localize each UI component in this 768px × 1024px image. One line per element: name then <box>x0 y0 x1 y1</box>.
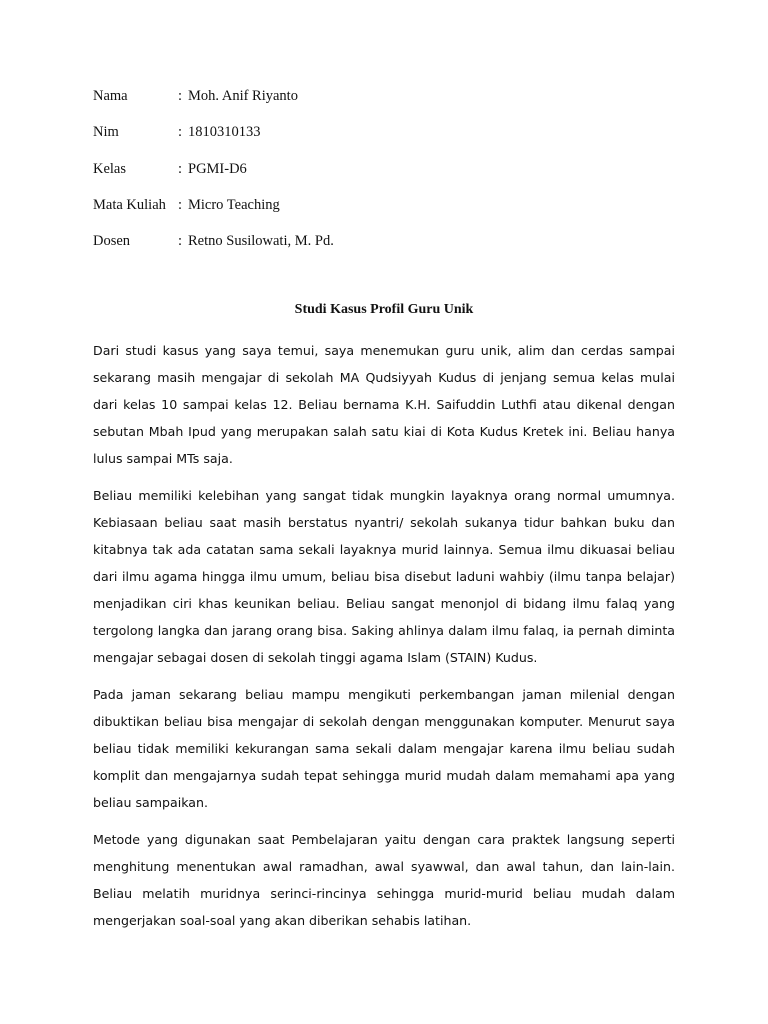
info-colon: : <box>178 233 183 250</box>
info-colon: : <box>178 160 183 177</box>
info-value: 1810310133 <box>188 124 261 141</box>
document-body <box>93 337 675 944</box>
paragraph: Pada jaman sekarang beliau mampu mengikuti perkembangan jaman milenial dengan dibuktikan beliau bisa mengajar di sekolah dengan menggunakan komputer. Menurut saya beliau tidak memiliki kekurangan sama sekali dalam mengajar karena ilmu beliau sudah komplit dan mengajarnya sudah tepat sehingga murid mudah dalam memahami apa yang beliau sampaikan. <box>93 687 675 810</box>
info-value: Moh. Anif Riyanto <box>188 88 298 104</box>
paragraph: Dari studi kasus yang saya temui, saya menemukan guru unik, alim dan cerdas sampai sekarang masih mengajar di sekolah MA Qudsiyyah Kudus di jenjang semua kelas mulai dari kelas 10 sampai kelas 12. Beliau bernama K.H. Saifuddin Luthfi atau dikenal dengan sebutan Mbah Ipud yang merupakan salah satu kiai di Kota Kudus Kretek ini. Beliau hanya lulus sampai MTs saja. <box>93 343 675 466</box>
document-title: Studi Kasus Profil Guru Unik <box>294 302 474 317</box>
info-label: Kelas <box>93 160 127 177</box>
paragraph: Beliau memiliki kelebihan yang sangat tidak mungkin layaknya orang normal umumnya. Kebiasaan beliau saat masih berstatus nyantri/ sekolah sukanya tidur bahkan buku dan kitabnya tak ada catatan sama sekali layaknya murid lainnya. Semua ilmu dikuasai beliau dari ilmu agama hingga ilmu umum, beliau bisa disebut laduni wahbiy (ilmu tanpa belajar) menjadikan ciri khas keunikan beliau. Beliau sangat menonjol di bidang ilmu falaq yang tergolong langka dan jarang orang bisa. Saking ahlinya dalam ilmu falaq, ia pernah diminta mengajar sebagai dosen di sekolah tinggi agama Islam (STAIN) Kudus. <box>93 488 675 665</box>
student-info-block <box>93 86 334 267</box>
info-label: Nim <box>93 124 119 141</box>
info-colon: : <box>178 196 183 213</box>
info-row-mata-kuliah <box>93 195 334 231</box>
info-label: Mata Kuliah <box>93 196 166 213</box>
info-value: Micro Teaching <box>188 196 280 213</box>
info-row-dosen <box>93 231 334 267</box>
info-colon: : <box>178 88 183 104</box>
info-value: Retno Susilowati, M. Pd. <box>188 233 334 250</box>
info-row-nama <box>93 86 334 122</box>
info-colon: : <box>178 124 183 141</box>
info-label: Nama <box>93 88 128 104</box>
info-label: Dosen <box>93 233 131 250</box>
info-row-kelas <box>93 159 334 195</box>
info-row-nim <box>93 122 334 158</box>
paragraph: Metode yang digunakan saat Pembelajaran yaitu dengan cara praktek langsung seperti menghitung menentukan awal ramadhan, awal syawwal, dan awal tahun, dan lain-lain. Beliau melatih muridnya serinci-rincinya sehingga murid-murid beliau mudah dalam mengerjakan soal-soal yang akan diberikan sehabis latihan. <box>93 832 675 928</box>
info-value: PGMI-D6 <box>188 160 247 177</box>
